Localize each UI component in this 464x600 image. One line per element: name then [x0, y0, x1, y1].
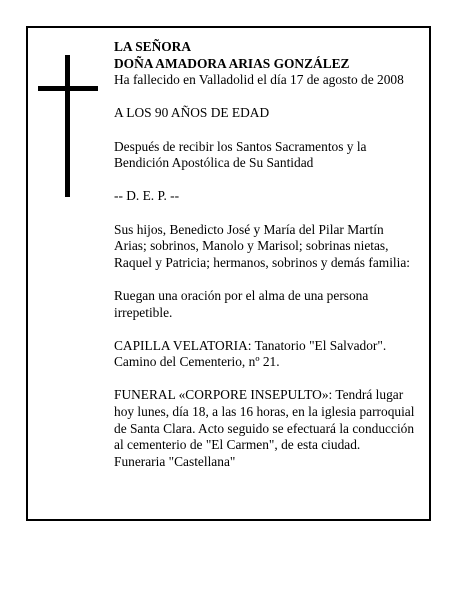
- spacer: [114, 271, 424, 288]
- cross-icon: [38, 55, 98, 197]
- funeral-line-1: FUNERAL «CORPORE INSEPULTO»: Tendrá lugar: [114, 387, 404, 403]
- cross-vertical-bar: [65, 55, 70, 197]
- spacer: [114, 172, 424, 189]
- spacer: [114, 122, 424, 139]
- death-statement: Ha fallecido en Valladolid el día 17 de agosto de 2008: [114, 72, 404, 88]
- funeral-line-3: de Santa Clara. Acto seguido se efectuará la conducción: [114, 420, 415, 436]
- sacraments-line-2: Bendición Apostólica de Su Santidad: [114, 155, 314, 171]
- sacraments-line-1: Después de recibir los Santos Sacramentos y la: [114, 138, 367, 154]
- age-statement: A LOS 90 AÑOS DE EDAD: [114, 105, 270, 121]
- prayer-line-2: irrepetible.: [114, 304, 173, 320]
- funeral-line-2: hoy lunes, día 18, a las 16 horas, en la iglesia parroquial: [114, 404, 415, 420]
- family-line-2: Arias; sobrinos, Manolo y Marisol; sobrinas nietas,: [114, 238, 389, 254]
- chapel-line-2: Camino del Cementerio, nº 21.: [114, 354, 280, 370]
- spacer: [114, 205, 424, 222]
- family-line-3: Raquel y Patricia; hermanos, sobrinos y demás familia:: [114, 254, 411, 270]
- cross-horizontal-bar: [38, 86, 98, 91]
- family-line-1: Sus hijos, Benedicto José y María del Pilar Martín: [114, 221, 384, 237]
- obituary-text: [114, 39, 424, 470]
- title-line: LA SEÑORA: [114, 39, 192, 54]
- spacer: [114, 321, 424, 338]
- spacer: [114, 89, 424, 106]
- rip-line: -- D. E. P. --: [114, 188, 180, 204]
- prayer-line-1: Ruegan una oración por el alma de una persona: [114, 287, 369, 303]
- funeral-line-4: al cementerio de "El Carmen", de esta ciudad.: [114, 437, 361, 453]
- spacer: [114, 371, 424, 388]
- deceased-name: DOÑA AMADORA ARIAS GONZÁLEZ: [114, 55, 350, 71]
- chapel-line-1: CAPILLA VELATORIA: Tanatorio "El Salvador".: [114, 337, 387, 353]
- funeral-home-line: Funeraria "Castellana": [114, 453, 236, 469]
